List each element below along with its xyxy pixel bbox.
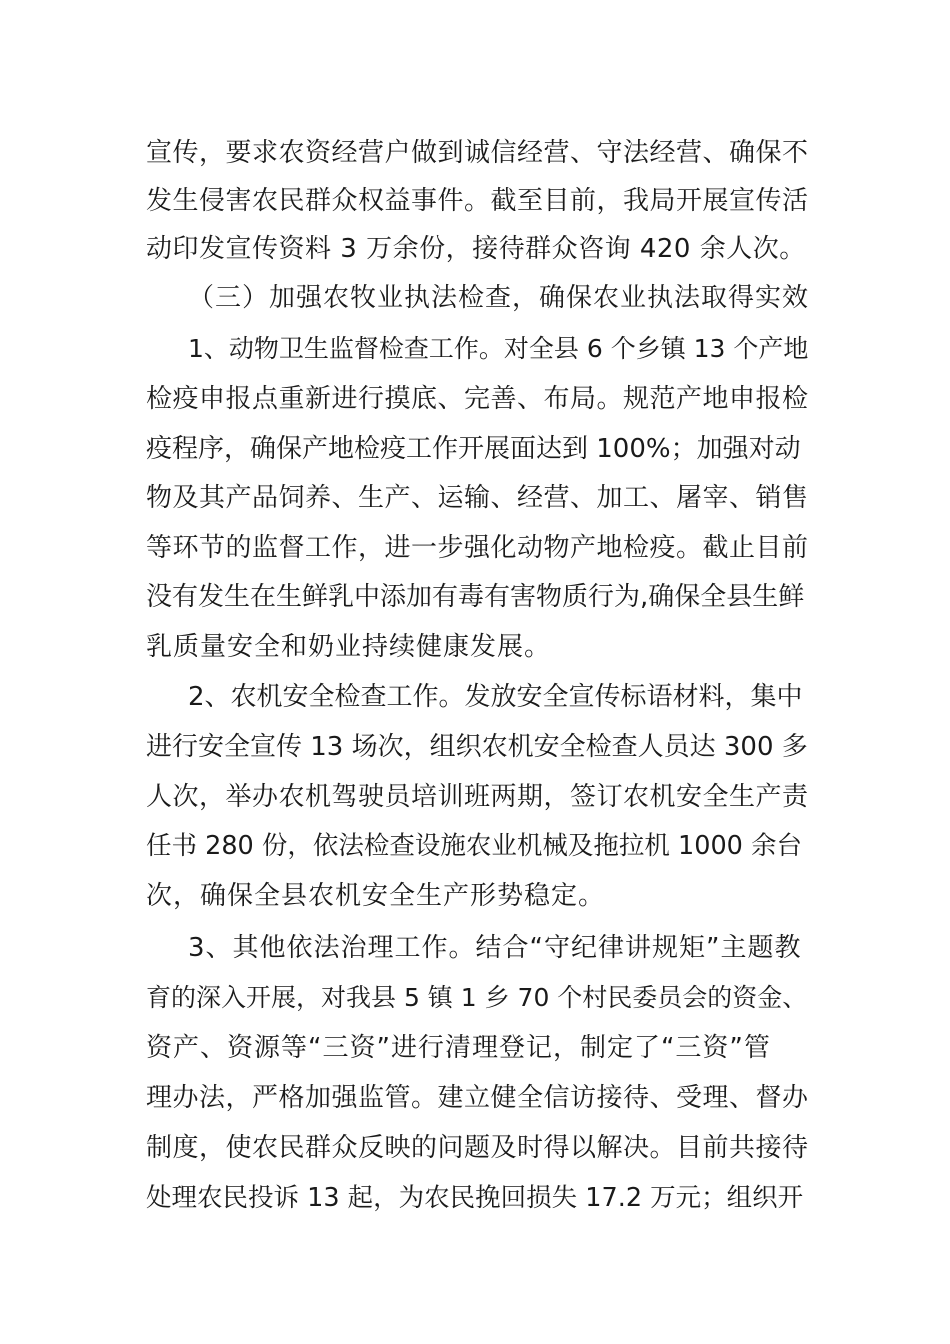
text-line: 资产、资源等“三资”进行清理登记，制定了“三资”管 bbox=[146, 1033, 771, 1063]
text-line: 物及其产品饲养、生产、运输、经营、加工、屠宰、销售 bbox=[146, 483, 809, 513]
text-line: 没有发生在生鲜乳中添加有毒有害物质行为,确保全县生鲜 bbox=[146, 582, 805, 612]
text-line: 次，确保全县农机安全生产形势稳定。 bbox=[146, 881, 606, 911]
text-line: 检疫申报点重新进行摸底、完善、布局。规范产地申报检 bbox=[146, 384, 809, 414]
text-line: 进行安全宣传 13 场次，组织农机安全检查人员达 300 多 bbox=[146, 732, 808, 762]
text-line: 乳质量安全和奶业持续健康发展。 bbox=[146, 632, 552, 662]
text-line: 3、其他依法治理工作。结合“守纪律讲规矩”主题教 bbox=[188, 933, 802, 963]
text-line: 育的深入开展，对我县 5 镇 1 乡 70 个村民委员会的资金、 bbox=[146, 983, 808, 1012]
text-line: 理办法，严格加强监管。建立健全信访接待、受理、督办 bbox=[146, 1083, 809, 1113]
text-line: 1、动物卫生监督检查工作。对全县 6 个乡镇 13 个产地 bbox=[188, 334, 809, 363]
text-line: 2、农机安全检查工作。发放安全宣传标语材料，集中 bbox=[188, 682, 803, 712]
text-line: 动印发宣传资料 3 万余份，接待群众咨询 420 余人次。 bbox=[146, 234, 806, 264]
text-line: 任书 280 份，依法检查设施农业机械及拖拉机 1000 余台 bbox=[146, 831, 802, 861]
text-line: 人次，举办农机驾驶员培训班两期，签订农机安全生产责 bbox=[146, 782, 809, 812]
text-line: 制度，使农民群众反映的问题及时得以解决。目前共接待 bbox=[146, 1133, 809, 1163]
section-heading: （三）加强农牧业执法检查，确保农业执法取得实效 bbox=[188, 283, 810, 313]
text-line: 发生侵害农民群众权益事件。截至目前，我局开展宣传活 bbox=[146, 186, 809, 216]
text-line: 宣传，要求农资经营户做到诚信经营、守法经营、确保不 bbox=[146, 138, 809, 168]
text-line: 疫程序，确保产地检疫工作开展面达到 100%；加强对动 bbox=[146, 434, 801, 464]
text-line: 处理农民投诉 13 起，为农民挽回损失 17.2 万元；组织开 bbox=[146, 1183, 804, 1213]
text-line: 等环节的监督工作，进一步强化动物产地检疫。截止目前 bbox=[146, 533, 809, 563]
